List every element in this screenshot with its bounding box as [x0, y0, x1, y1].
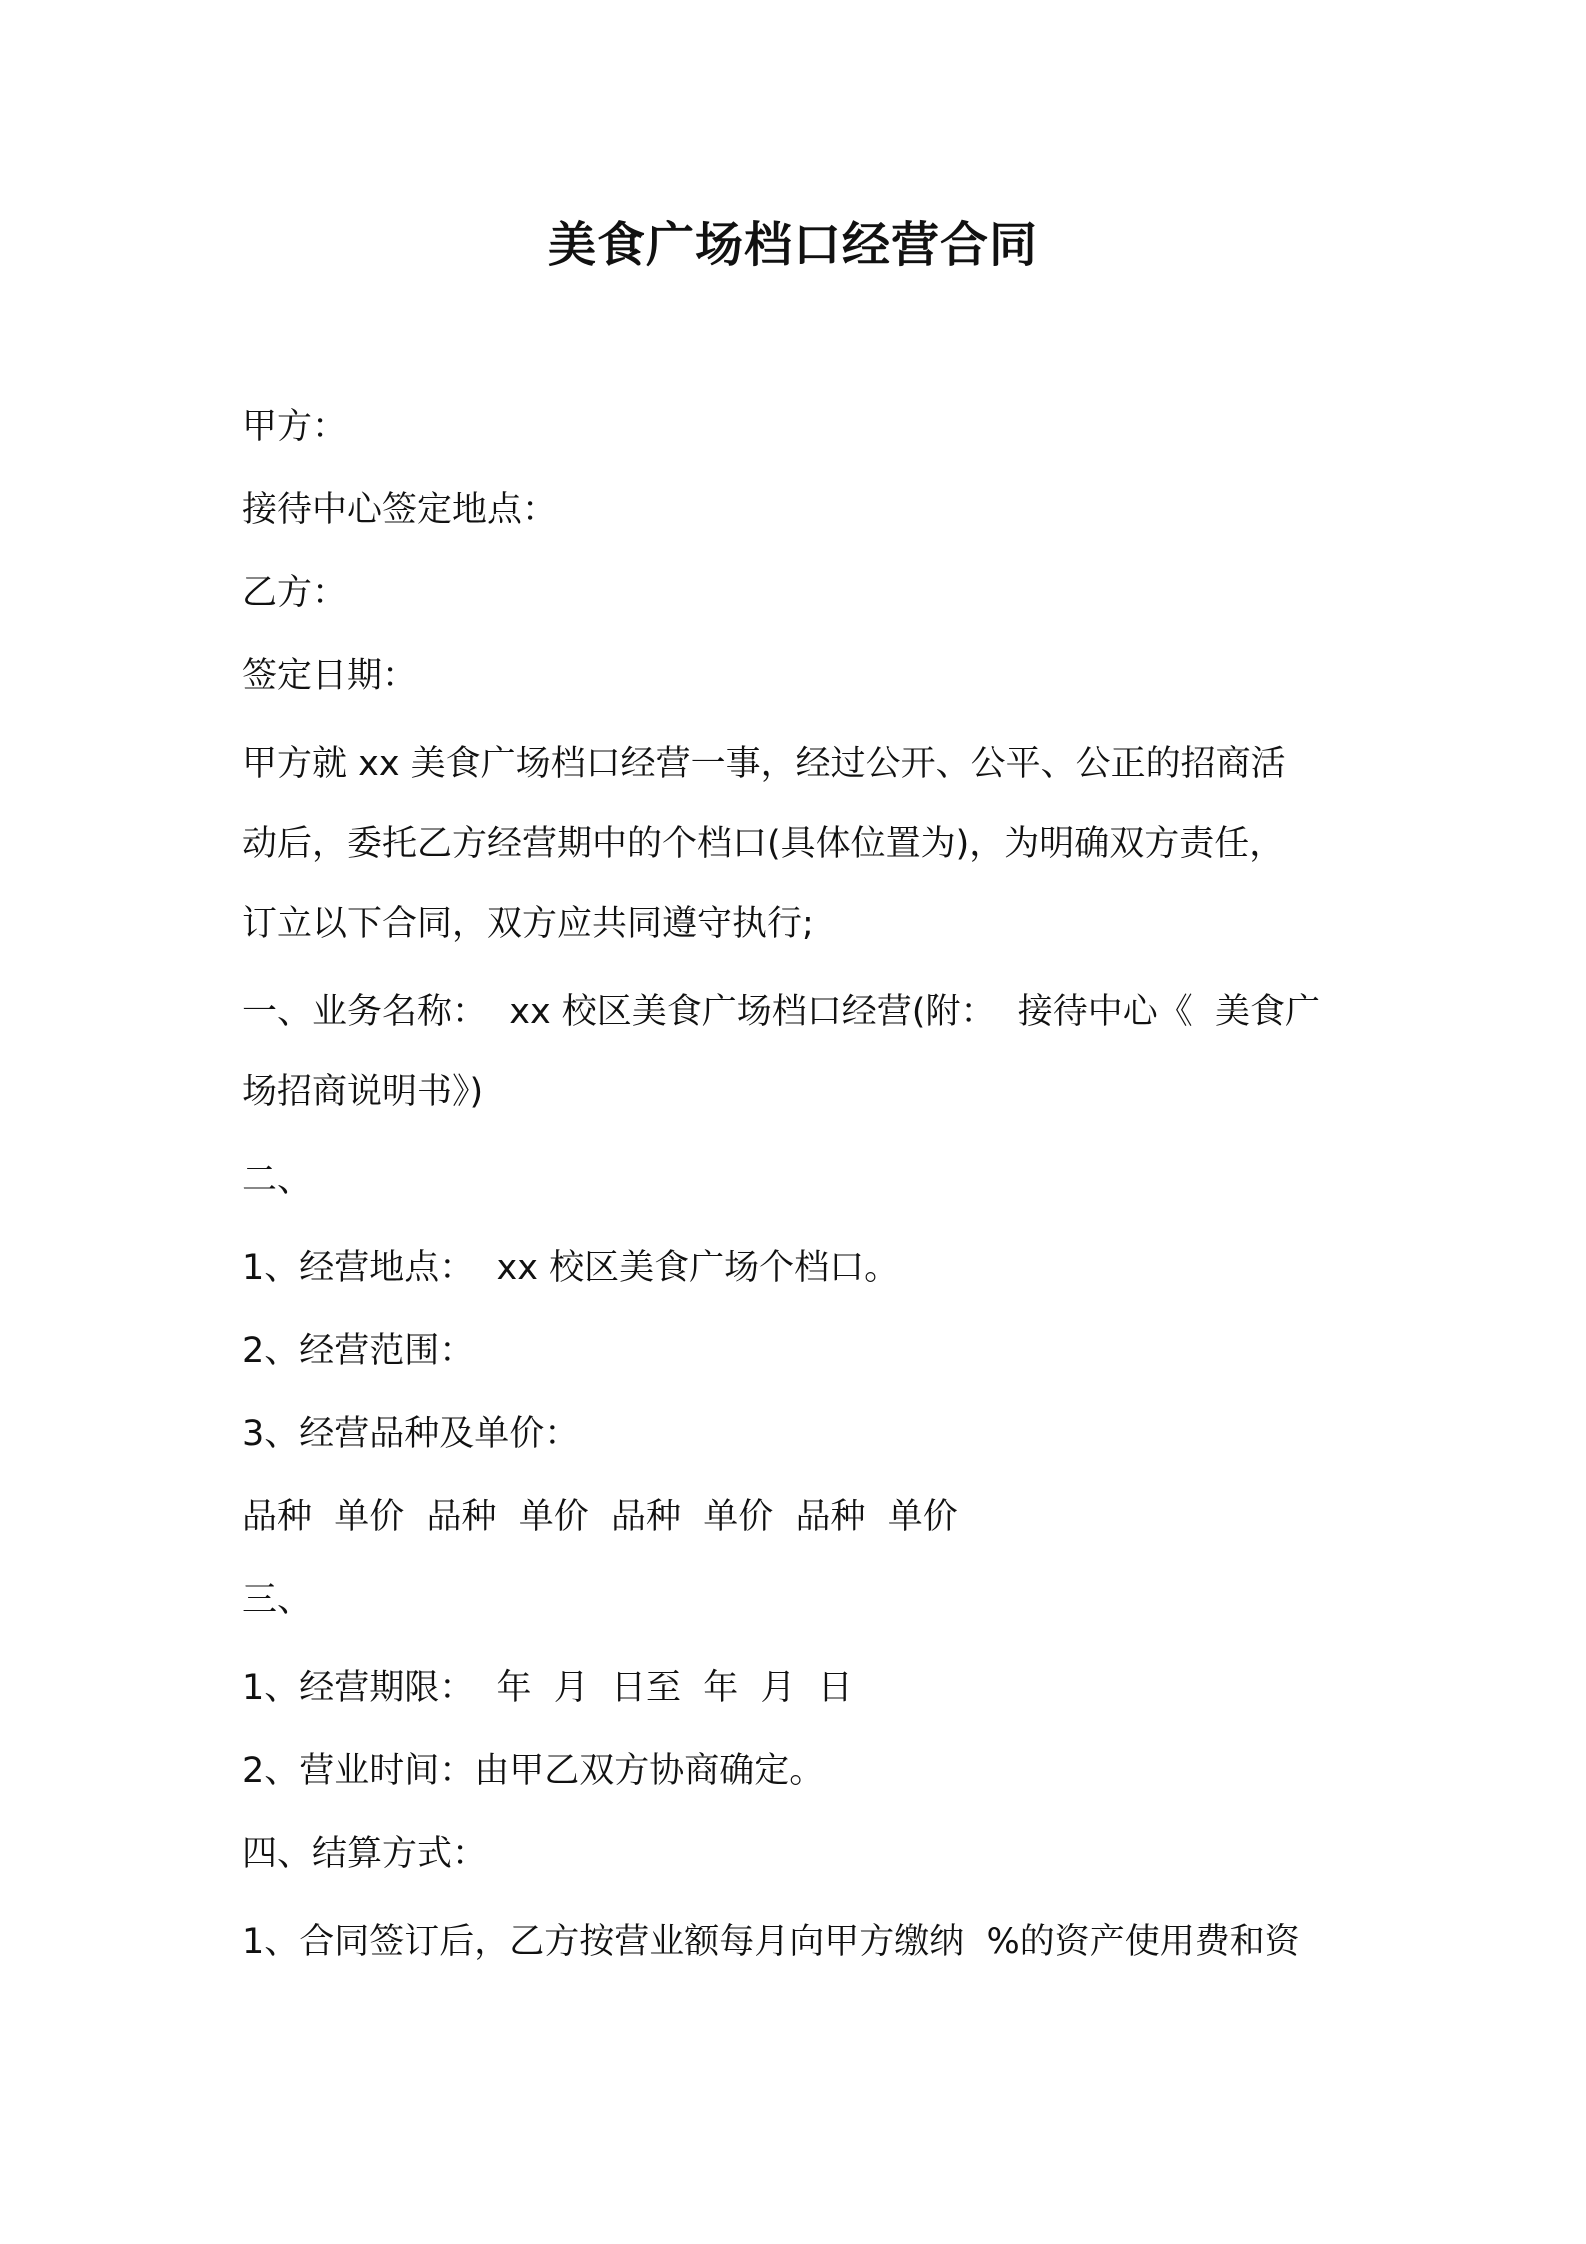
signing-place-line: 接待中心签定地点：: [242, 490, 558, 530]
business-location-line: 1、经营地点： xx 校区美食广场个档口。: [242, 1248, 900, 1288]
document-body: [242, 405, 1362, 1964]
party-b-line: 乙方：: [242, 573, 348, 613]
section-3-heading: 三、: [242, 1580, 313, 1620]
preamble-line-3: 订立以下合同，双方应共同遵守执行;: [242, 904, 814, 944]
section-2-heading: 二、: [242, 1160, 313, 1200]
section-4-heading: 四、结算方式：: [242, 1834, 488, 1874]
signing-date-line: 签定日期：: [242, 656, 418, 696]
party-a-line: 甲方：: [242, 407, 348, 447]
business-hours-line: 2、营业时间：由甲乙双方协商确定。: [242, 1751, 825, 1791]
business-varieties-line: 3、经营品种及单价：: [242, 1414, 580, 1454]
business-term-line: 1、经营期限： 年 月 日至 年 月 日: [242, 1668, 853, 1708]
document-title: 美食广场档口经营合同: [547, 217, 1038, 273]
section-1-line-1: 一、业务名称： xx 校区美食广场档口经营(附： 接待中心《 美食广: [242, 992, 1320, 1032]
settlement-line-1: 1、合同签订后，乙方按营业额每月向甲方缴纳 %的资产使用费和资: [242, 1922, 1300, 1962]
preamble-line-2: 动后，委托乙方经营期中的个档口(具体位置为)，为明确双方责任，: [242, 824, 1285, 864]
varieties-price-header: 品种 单价 品种 单价 品种 单价 品种 单价: [242, 1497, 958, 1537]
section-1-line-2: 场招商说明书》): [242, 1072, 484, 1112]
business-scope-line: 2、经营范围：: [242, 1331, 475, 1371]
preamble-line-1: 甲方就 xx 美食广场档口经营一事，经过公开、公平、公正的招商活: [242, 744, 1286, 784]
